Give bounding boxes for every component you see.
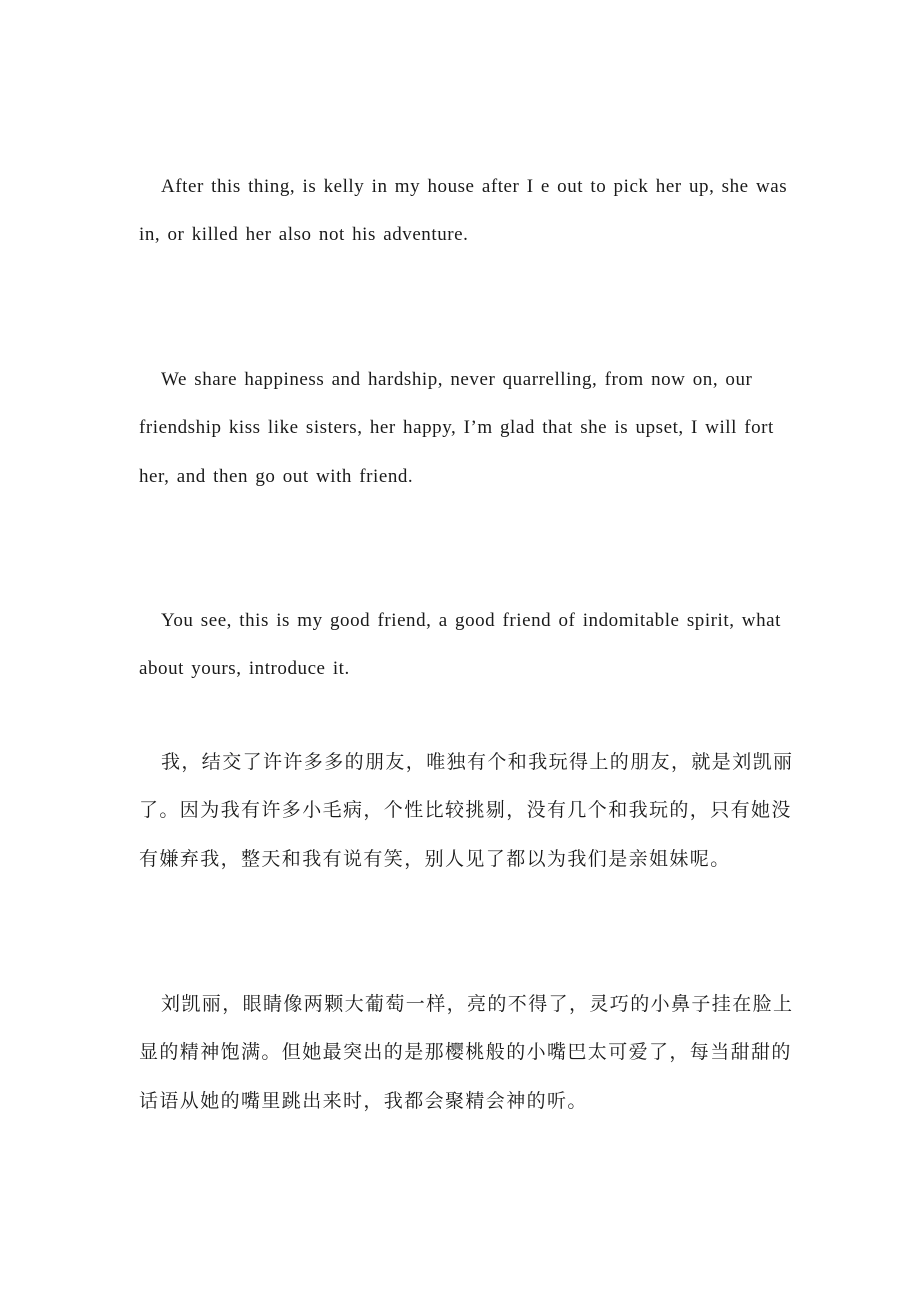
paragraph-3: You see, this is my good friend, a good friend of indomitable spirit, what about yours, introduce it. <box>139 610 781 680</box>
paragraph-2: We share happiness and hardship, never quarrelling, from now on, our friendship kiss like sisters, her happy, I’m glad that she is upset, I will fort her, and then go out with friend. <box>139 369 774 487</box>
paragraph-1: After this thing, is kelly in my house after I e out to pick her up, she was in, or killed her also not his adventure. <box>139 176 788 246</box>
paragraph-4: 我，结交了许许多多的朋友，唯独有个和我玩得上的朋友，就是刘凯丽了。因为我有许多小毛病，个性比较挑剔，没有几个和我玩的，只有她没有嫌弃我，整天和我有说有笑，别人见了都以为我们是亲姐妹呢。 <box>139 751 794 870</box>
paragraph-5: 刘凯丽，眼睛像两颗大葡萄一样，亮的不得了，灵巧的小鼻子挂在脸上显的精神饱满。但她最突出的是那樱桃般的小嘴巴太可爱了，每当甜甜的话语从她的嘴里跳出来时，我都会聚精会神的听。 <box>139 993 794 1112</box>
